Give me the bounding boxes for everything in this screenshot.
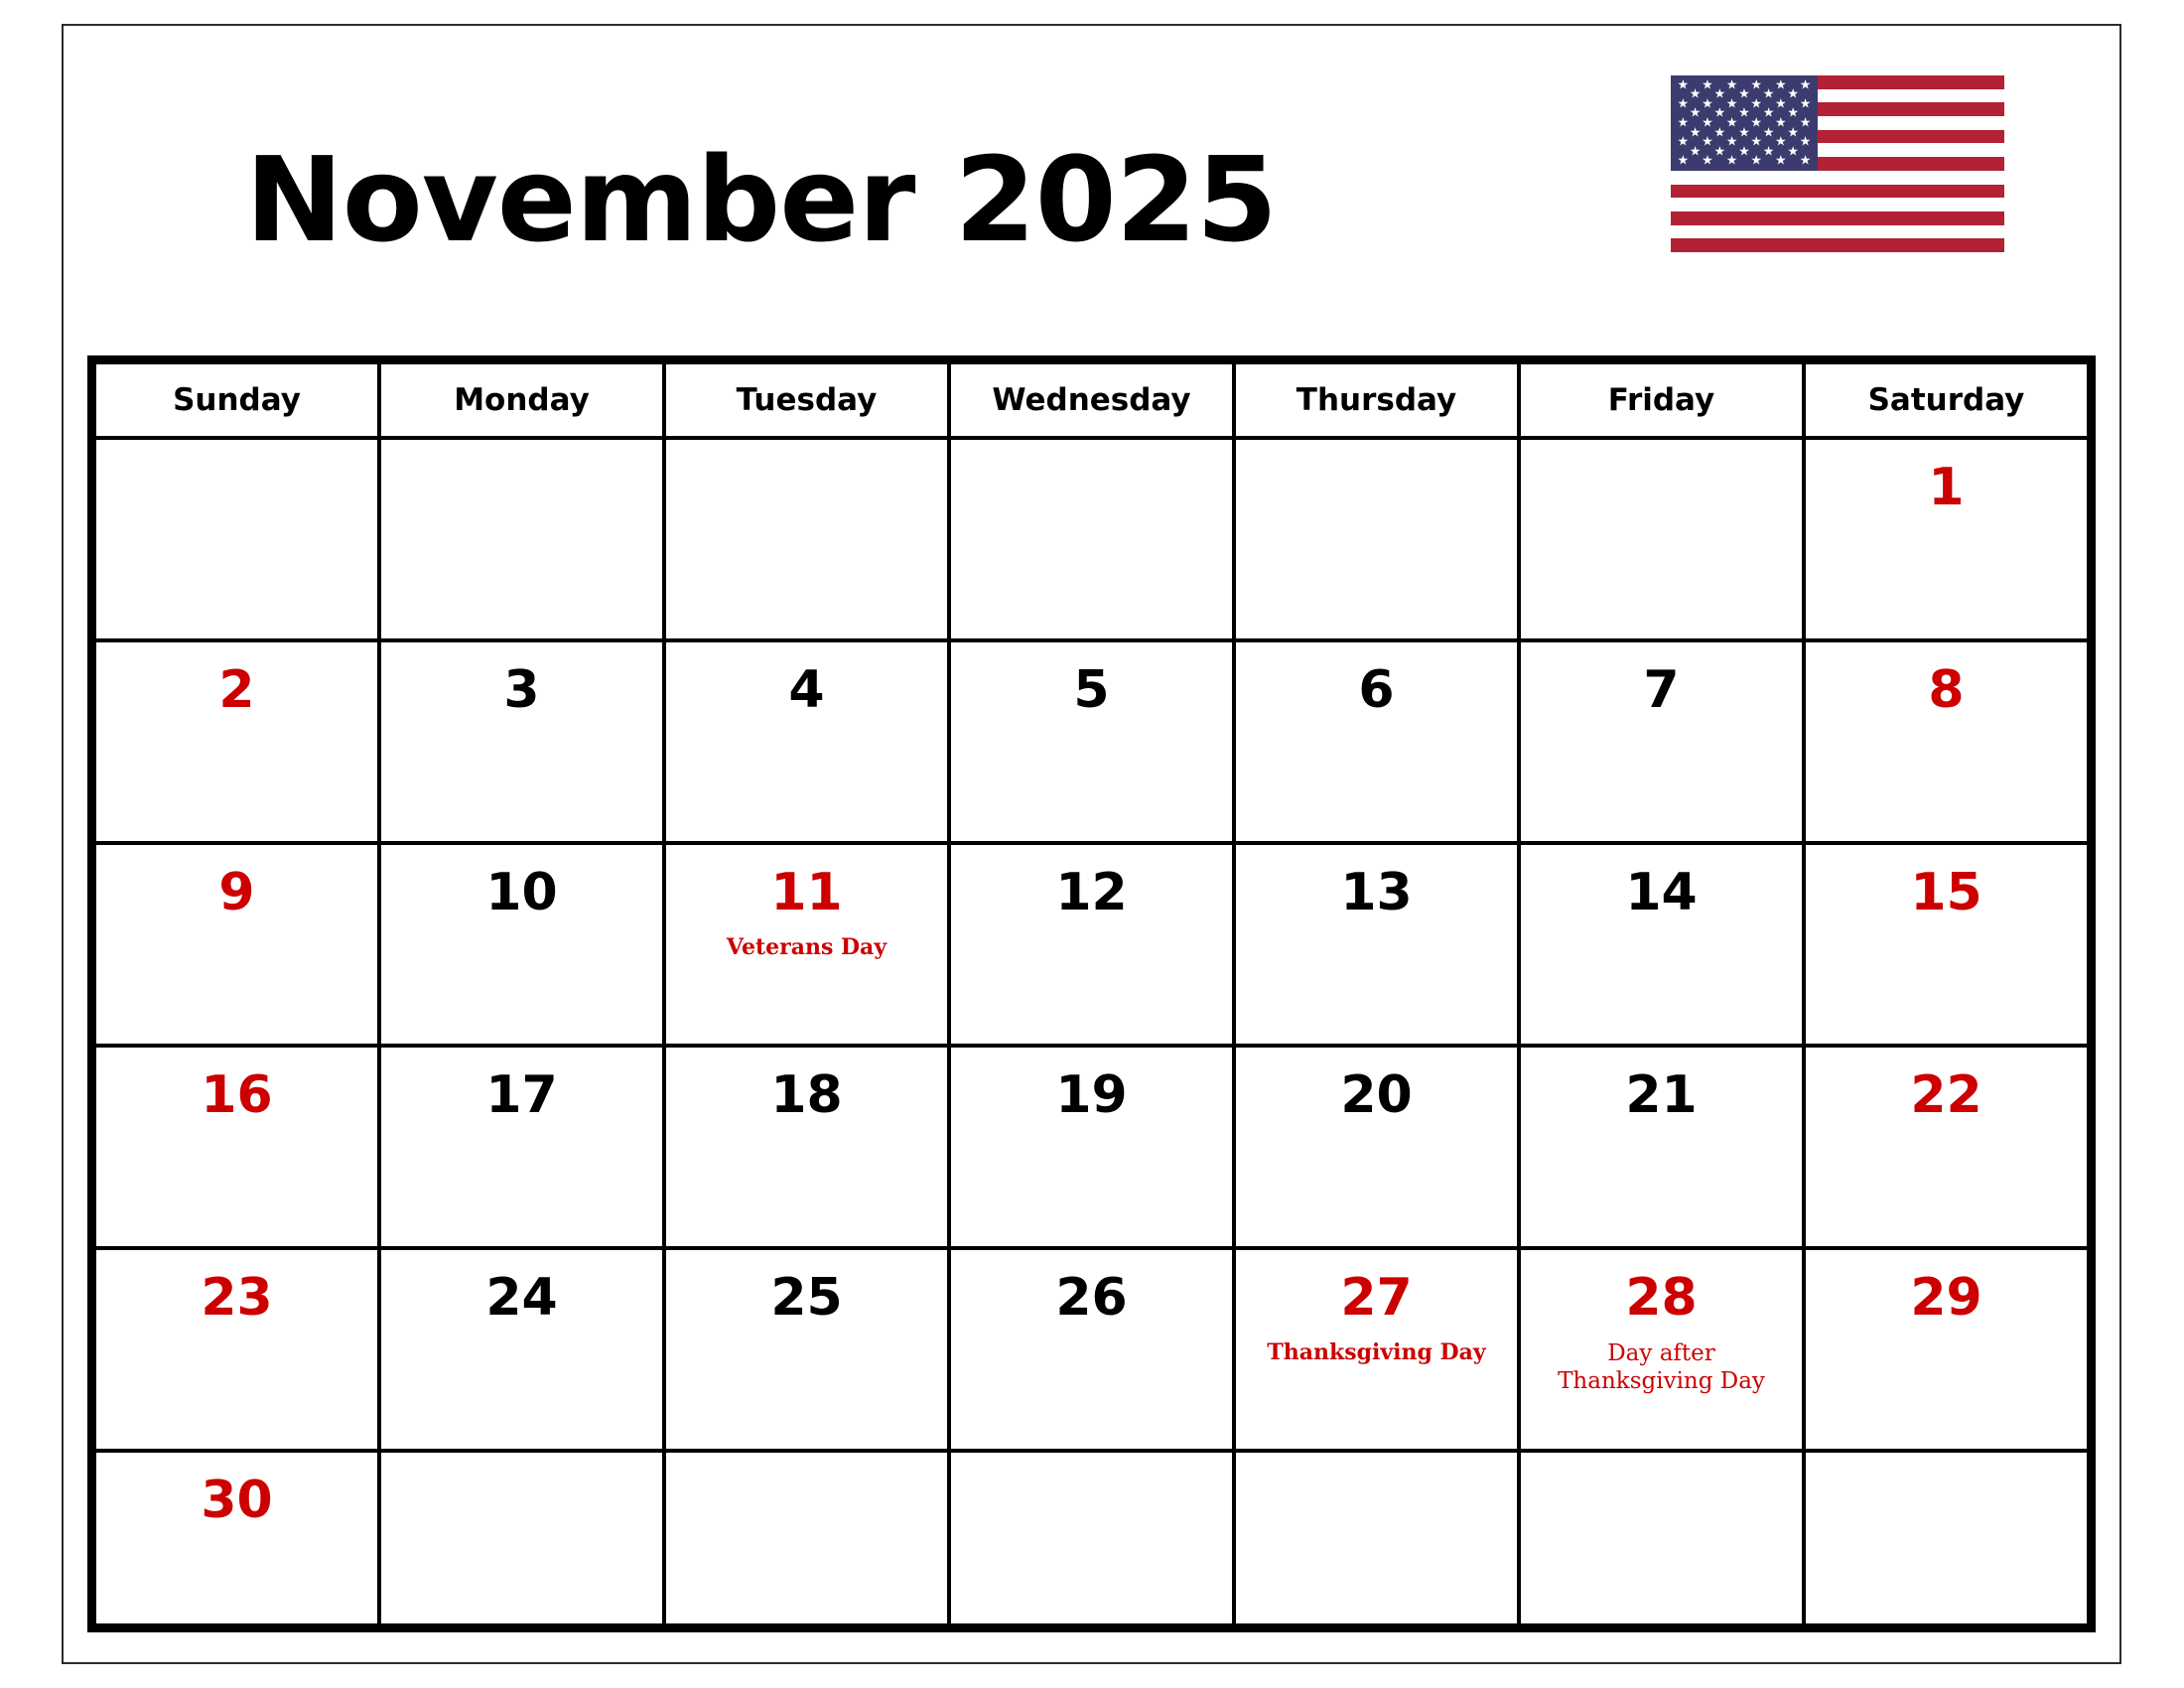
calendar-day-cell[interactable] — [1519, 1248, 1804, 1451]
flag-star-icon: ★ — [1713, 144, 1726, 160]
day-number: 9 — [218, 863, 255, 922]
flag-star-icon: ★ — [1702, 77, 1713, 93]
flag-star-icon: ★ — [1725, 153, 1738, 169]
calendar-day-cell[interactable] — [949, 640, 1234, 843]
weekday-header-tuesday: Tuesday — [664, 362, 949, 438]
flag-star-icon: ★ — [1713, 105, 1726, 121]
day-number: 1 — [1928, 458, 1965, 517]
day-number: 19 — [1055, 1065, 1128, 1125]
day-number: 30 — [201, 1471, 273, 1530]
weekday-header-saturday: Saturday — [1804, 362, 2089, 438]
calendar-day-cell[interactable] — [1804, 843, 2089, 1046]
flag-star-icon: ★ — [1762, 105, 1775, 121]
calendar-day-cell[interactable] — [94, 1248, 379, 1451]
day-number: 26 — [1055, 1268, 1128, 1328]
flag-star-icon: ★ — [1787, 125, 1800, 140]
calendar-cell-empty — [664, 438, 949, 640]
day-number: 7 — [1643, 660, 1680, 720]
flag-star-icon: ★ — [1677, 77, 1690, 93]
calendar-cell-empty — [949, 1451, 1234, 1625]
day-number: 12 — [1055, 863, 1128, 922]
calendar-day-cell[interactable] — [379, 1248, 664, 1451]
day-number: 16 — [201, 1065, 273, 1125]
flag-star-icon: ★ — [1738, 125, 1750, 140]
day-number: 25 — [770, 1268, 843, 1328]
calendar-day-cell[interactable] — [379, 640, 664, 843]
calendar-cell-empty — [1519, 438, 1804, 640]
flag-star-icon: ★ — [1799, 77, 1812, 93]
flag-star-icon: ★ — [1799, 153, 1812, 169]
day-number: 28 — [1625, 1268, 1698, 1328]
flag-star-icon: ★ — [1677, 153, 1690, 169]
day-number: 15 — [1910, 863, 1982, 922]
calendar-day-cell[interactable] — [1519, 640, 1804, 843]
flag-star-icon: ★ — [1775, 115, 1787, 131]
calendar-week-row — [94, 843, 2089, 1046]
weekday-header-thursday: Thursday — [1234, 362, 1519, 438]
day-event-label: Thanksgiving Day — [1267, 1339, 1486, 1365]
day-number: 22 — [1910, 1065, 1982, 1125]
flag-star-icon: ★ — [1677, 96, 1690, 112]
flag-star-icon: ★ — [1787, 86, 1800, 102]
day-number: 17 — [485, 1065, 558, 1125]
flag-star-icon: ★ — [1775, 134, 1787, 150]
flag-star-icon: ★ — [1689, 105, 1702, 121]
day-number: 5 — [1073, 660, 1110, 720]
calendar-cell-empty — [379, 438, 664, 640]
day-event-label: Day after Thanksgiving Day — [1558, 1340, 1765, 1395]
calendar-day-cell[interactable] — [1519, 1046, 1804, 1248]
flag-star-icon: ★ — [1702, 96, 1713, 112]
flag-star-icon: ★ — [1762, 144, 1775, 160]
calendar-day-cell[interactable] — [949, 843, 1234, 1046]
calendar-day-cell[interactable] — [1804, 1046, 2089, 1248]
weekday-header-row — [94, 362, 2089, 438]
calendar-day-cell[interactable] — [1234, 1248, 1519, 1451]
flag-star-icon: ★ — [1738, 105, 1750, 121]
day-number: 8 — [1928, 660, 1965, 720]
calendar-cell-empty — [664, 1451, 949, 1625]
calendar-day-cell[interactable] — [94, 640, 379, 843]
calendar-day-cell[interactable] — [1804, 438, 2089, 640]
calendar-day-cell[interactable] — [664, 1046, 949, 1248]
flag-star-icon: ★ — [1775, 77, 1787, 93]
flag-star-icon: ★ — [1689, 86, 1702, 102]
flag-star-icon: ★ — [1713, 125, 1726, 140]
calendar-cell-empty — [949, 438, 1234, 640]
flag-star-icon: ★ — [1725, 77, 1738, 93]
flag-star-icon: ★ — [1677, 134, 1690, 150]
calendar-day-cell[interactable] — [379, 843, 664, 1046]
flag-star-icon: ★ — [1738, 144, 1750, 160]
calendar-day-cell[interactable] — [664, 640, 949, 843]
flag-star-icon: ★ — [1799, 96, 1812, 112]
day-number: 14 — [1625, 863, 1698, 922]
day-number: 13 — [1340, 863, 1413, 922]
calendar-day-cell[interactable] — [949, 1248, 1234, 1451]
flag-star-icon: ★ — [1775, 96, 1787, 112]
day-number: 23 — [201, 1268, 273, 1328]
flag-star-icon: ★ — [1787, 105, 1800, 121]
day-number: 27 — [1340, 1268, 1413, 1328]
calendar-day-cell[interactable] — [664, 843, 949, 1046]
day-number: 21 — [1625, 1065, 1698, 1125]
flag-star-icon: ★ — [1689, 144, 1702, 160]
day-number: 29 — [1910, 1268, 1982, 1328]
calendar-day-cell[interactable] — [1804, 1248, 2089, 1451]
weekday-header-wednesday: Wednesday — [949, 362, 1234, 438]
page-title: November 2025 — [245, 131, 1277, 268]
flag-star-icon: ★ — [1762, 125, 1775, 140]
day-number: 10 — [485, 863, 558, 922]
calendar-day-cell[interactable] — [1804, 640, 2089, 843]
flag-star-icon: ★ — [1775, 153, 1787, 169]
flag-star-icon: ★ — [1725, 134, 1738, 150]
calendar-day-cell[interactable] — [949, 1046, 1234, 1248]
calendar-cell-empty — [379, 1451, 664, 1625]
day-number: 20 — [1340, 1065, 1413, 1125]
flag-star-icon: ★ — [1799, 115, 1812, 131]
flag-star-icon: ★ — [1750, 153, 1763, 169]
calendar-week-row — [94, 1248, 2089, 1451]
weekday-header-friday: Friday — [1519, 362, 1804, 438]
flag-star-icon: ★ — [1762, 86, 1775, 102]
calendar-day-cell[interactable] — [94, 1451, 379, 1625]
day-event-label: Veterans Day — [726, 934, 887, 960]
flag-star-icon: ★ — [1750, 115, 1763, 131]
calendar-grid — [87, 355, 2096, 1632]
calendar-day-cell[interactable] — [664, 1248, 949, 1451]
calendar-header — [62, 24, 2121, 342]
flag-star-icon: ★ — [1750, 134, 1763, 150]
flag-star-icon: ★ — [1750, 77, 1763, 93]
flag-star-icon: ★ — [1725, 115, 1738, 131]
calendar-cell-empty — [1234, 438, 1519, 640]
calendar-day-cell[interactable] — [94, 843, 379, 1046]
flag-star-icon: ★ — [1725, 96, 1738, 112]
calendar-week-row — [94, 640, 2089, 843]
flag-star-icon: ★ — [1702, 134, 1713, 150]
calendar-day-cell[interactable] — [1234, 640, 1519, 843]
flag-star-icon: ★ — [1702, 115, 1713, 131]
calendar-cell-empty — [1519, 1451, 1804, 1625]
day-number: 3 — [503, 660, 540, 720]
calendar-week-row — [94, 438, 2089, 640]
day-number: 2 — [218, 660, 255, 720]
flag-star-icon: ★ — [1787, 144, 1800, 160]
day-number: 24 — [485, 1268, 558, 1328]
day-number: 18 — [770, 1065, 843, 1125]
calendar-day-cell[interactable] — [1234, 1046, 1519, 1248]
calendar-day-cell[interactable] — [1234, 843, 1519, 1046]
us-flag-icon — [1671, 75, 2004, 252]
flag-star-icon: ★ — [1713, 86, 1726, 102]
day-number: 6 — [1358, 660, 1395, 720]
flag-stars — [1671, 75, 2004, 252]
weekday-header-sunday: Sunday — [94, 362, 379, 438]
calendar-body — [94, 438, 2089, 1625]
weekday-header-monday: Monday — [379, 362, 664, 438]
flag-star-icon: ★ — [1689, 125, 1702, 140]
flag-star-icon: ★ — [1738, 86, 1750, 102]
flag-star-icon: ★ — [1799, 134, 1812, 150]
calendar-week-row — [94, 1451, 2089, 1625]
day-number: 4 — [788, 660, 825, 720]
calendar-day-cell[interactable] — [94, 1046, 379, 1248]
calendar-day-cell[interactable] — [1519, 843, 1804, 1046]
calendar-week-row — [94, 1046, 2089, 1248]
calendar-day-cell[interactable] — [379, 1046, 664, 1248]
calendar-cell-empty — [1804, 1451, 2089, 1625]
flag-star-icon: ★ — [1677, 115, 1690, 131]
flag-star-icon: ★ — [1702, 153, 1713, 169]
calendar-cell-empty — [94, 438, 379, 640]
flag-star-icon: ★ — [1750, 96, 1763, 112]
calendar-cell-empty — [1234, 1451, 1519, 1625]
day-number: 11 — [770, 863, 843, 922]
